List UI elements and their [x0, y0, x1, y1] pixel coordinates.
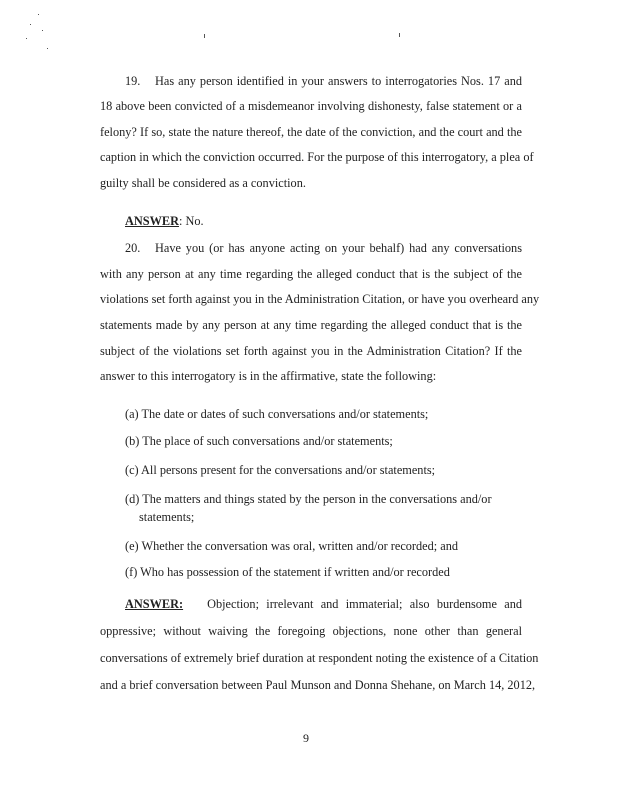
text-line: statements made by any person at any time regarding the alleged conduct that is the — [100, 318, 522, 332]
answer-label: ANSWER — [125, 214, 179, 228]
text-line: violations set forth against you in the Administration Citation, or have you overheard any — [100, 292, 540, 306]
text-line: felony? If so, state the nature thereof, the date of the conviction, and the court and the — [100, 125, 522, 139]
list-item: (b) The place of such conversations and/or statements; — [125, 434, 393, 448]
list-item: (d) The matters and things stated by the person in the conversations and/or — [125, 492, 492, 506]
interrogatory-number: 19. — [125, 74, 141, 88]
text-line: answer to this interrogatory is in the affirmative, state the following: — [100, 369, 437, 383]
text-line: conversations of extremely brief duration at respondent noting the existence of a Citation — [100, 651, 539, 665]
text-line: with any person at any time regarding the alleged conduct that is the subject of the — [100, 267, 522, 281]
list-item: (e) Whether the conversation was oral, written and/or recorded; and — [125, 539, 459, 553]
page-number: 9 — [303, 731, 309, 745]
list-item-continuation: statements; — [139, 510, 195, 524]
list-item: (c) All persons present for the conversations and/or statements; — [125, 463, 436, 477]
text-line: and a brief conversation between Paul Munson and Donna Shehane, on March 14, 2012, — [100, 678, 536, 692]
answer-19: ANSWER: No. — [125, 214, 204, 228]
answer-label: ANSWER: — [125, 597, 184, 611]
interrogatory-number: 20. — [125, 241, 141, 255]
text-line: guilty shall be considered as a conviction. — [100, 176, 306, 190]
text-line: subject of the violations set forth against you in the Administration Citation? If the — [100, 344, 522, 358]
text-line: caption in which the conviction occurred. For the purpose of this interrogatory, a plea of — [100, 150, 534, 164]
list-item: (f) Who has possession of the statement if written and/or recorded — [125, 565, 450, 579]
text-line: oppressive; without waiving the foregoing objections, none other than general — [100, 624, 522, 638]
list-item: (a) The date or dates of such conversations and/or statements; — [125, 407, 429, 421]
text-line: 18 above been convicted of a misdemeanor involving dishonesty, false statement or a — [100, 99, 522, 113]
